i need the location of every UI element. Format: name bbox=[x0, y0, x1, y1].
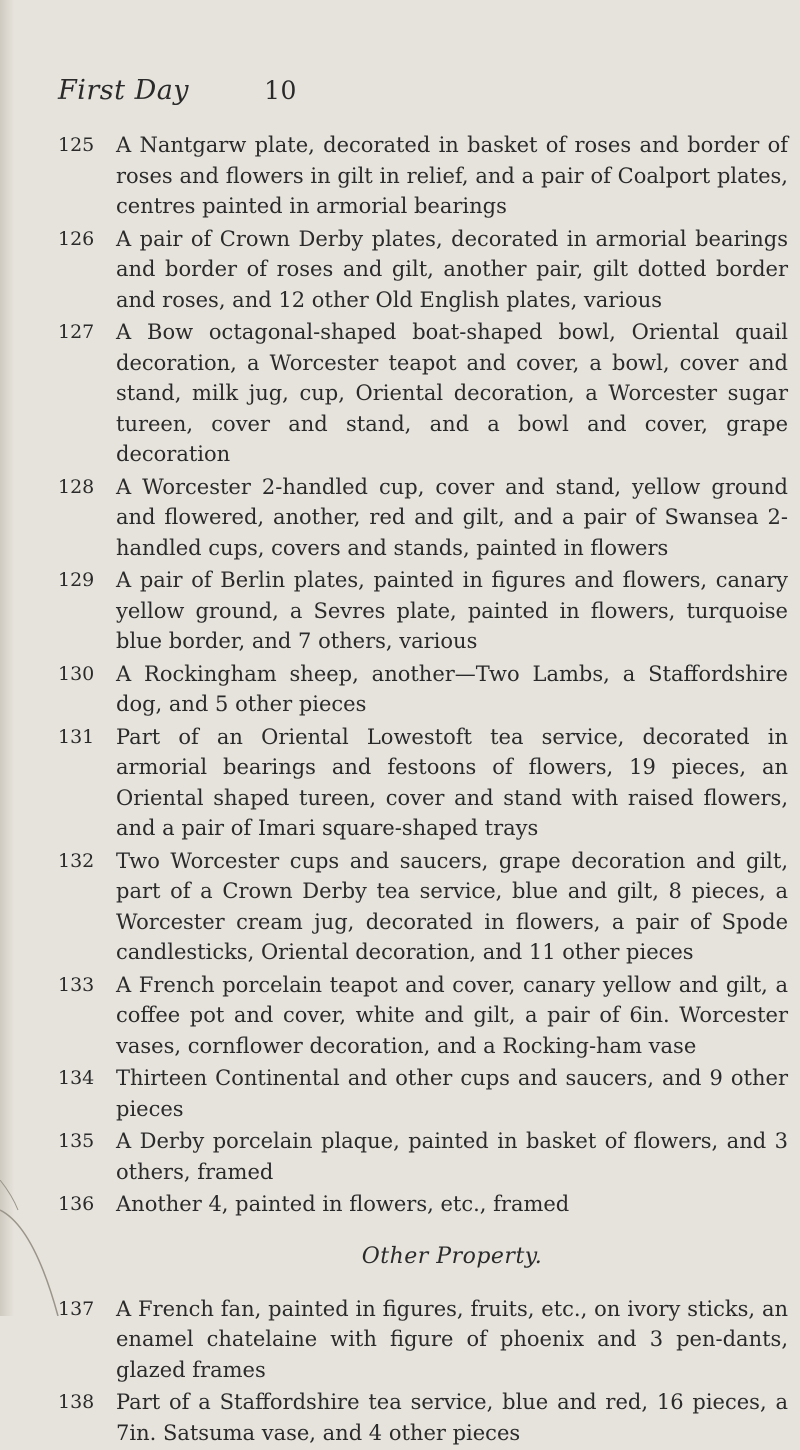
page-edge bbox=[0, 0, 14, 1316]
page-header bbox=[58, 75, 297, 105]
lot-item bbox=[58, 1126, 788, 1187]
lot-number: 125 bbox=[58, 134, 95, 156]
lot-item bbox=[58, 565, 788, 657]
lot-description: A French fan, painted in figures, fruits, etc., on ivory sticks, an enamel chatelaine with figure of phoenix and 3 pen-dants, glazed frames bbox=[116, 1296, 788, 1382]
lot-number: 128 bbox=[58, 475, 95, 498]
lot-number: 127 bbox=[58, 321, 95, 343]
lot-number: 135 bbox=[58, 1130, 95, 1152]
lot-description: A pair of Berlin plates, painted in figures and flowers, canary yellow ground, a Sevres plate, painted in flowers, turquoise blue border, and 7 others, various bbox=[116, 568, 788, 653]
lot-number: 130 bbox=[58, 662, 95, 685]
lot-item bbox=[58, 659, 788, 720]
lot-item bbox=[58, 472, 788, 564]
lot-number: 136 bbox=[58, 1193, 95, 1215]
lot-number: 132 bbox=[58, 849, 95, 872]
lot-list bbox=[58, 130, 788, 1450]
lot-item bbox=[58, 317, 788, 470]
lot-description: Two Worcester cups and saucers, grape decoration and gilt, part of a Crown Derby tea service, blue and gilt, 8 pieces, a Worcester cream jug, decorated in flowers, a pair of Spode candlesticks, Oriental decoration, and 11 other pieces bbox=[116, 848, 788, 964]
lot-number: 131 bbox=[58, 725, 95, 748]
page-curl-decoration bbox=[0, 1180, 60, 1316]
lot-number: 137 bbox=[58, 1297, 95, 1320]
lot-description: A Rockingham sheep, another—Two Lambs, a Staffordshire dog, and 5 other pieces bbox=[116, 661, 788, 716]
lot-description: A Worcester 2-handled cup, cover and stand, yellow ground and flowered, another, red and gilt, and a pair of Swansea 2-handled cups, covers and stands, painted in flowers bbox=[116, 474, 788, 560]
lot-number: 133 bbox=[58, 973, 95, 996]
lot-item bbox=[58, 224, 788, 316]
lot-item bbox=[58, 1294, 788, 1386]
lot-item bbox=[58, 970, 788, 1062]
lot-number: 126 bbox=[58, 227, 95, 250]
lot-item bbox=[58, 846, 788, 968]
lot-item bbox=[58, 130, 788, 222]
lot-number: 134 bbox=[58, 1067, 95, 1089]
lot-description: A Nantgarw plate, decorated in basket of roses and border of roses and flowers in gilt in relief, and a pair of Coalport plates, centres painted in armorial bearings bbox=[116, 133, 788, 218]
lot-description: Thirteen Continental and other cups and saucers, and 9 other pieces bbox=[116, 1066, 788, 1121]
lot-item bbox=[58, 1063, 788, 1124]
lot-description: Part of a Staffordshire tea service, blue and red, 16 pieces, a 7in. Satsuma vase, and 4 other pieces bbox=[116, 1390, 788, 1445]
day-label: First Day bbox=[58, 75, 190, 106]
lot-item bbox=[58, 1189, 788, 1220]
lot-description: A Derby porcelain plaque, painted in basket of flowers, and 3 others, framed bbox=[116, 1129, 788, 1184]
lot-description: Part of an Oriental Lowestoft tea service, decorated in armorial bearings and festoons of flowers, 19 pieces, an Oriental shaped tureen, cover and stand with raised flowers, and a pair of Imari square-shaped trays bbox=[116, 724, 788, 840]
lot-number: 138 bbox=[58, 1391, 95, 1413]
lot-description: Another 4, painted in flowers, etc., framed bbox=[116, 1192, 570, 1216]
lot-item bbox=[58, 722, 788, 844]
lot-description: A French porcelain teapot and cover, canary yellow and gilt, a coffee pot and cover, white and gilt, a pair of 6in. Worcester vases, cornflower decoration, and a Rocking-ham vase bbox=[116, 972, 788, 1058]
lot-number: 129 bbox=[58, 569, 95, 591]
lot-description: A Bow octagonal-shaped boat-shaped bowl, Oriental quail decoration, a Worcester teapot and cover, a bowl, cover and stand, milk jug, cup, Oriental decoration, a Worcester sugar tureen, cover and stand, and a bowl and cover, grape decoration bbox=[116, 320, 788, 466]
lot-description: A pair of Crown Derby plates, decorated in armorial bearings and border of roses and gilt, another pair, gilt dotted border and roses, and 12 other Old English plates, various bbox=[116, 226, 788, 312]
lot-item bbox=[58, 1387, 788, 1448]
page-number: 10 bbox=[264, 76, 297, 105]
section-title: Other Property. bbox=[361, 1243, 543, 1269]
